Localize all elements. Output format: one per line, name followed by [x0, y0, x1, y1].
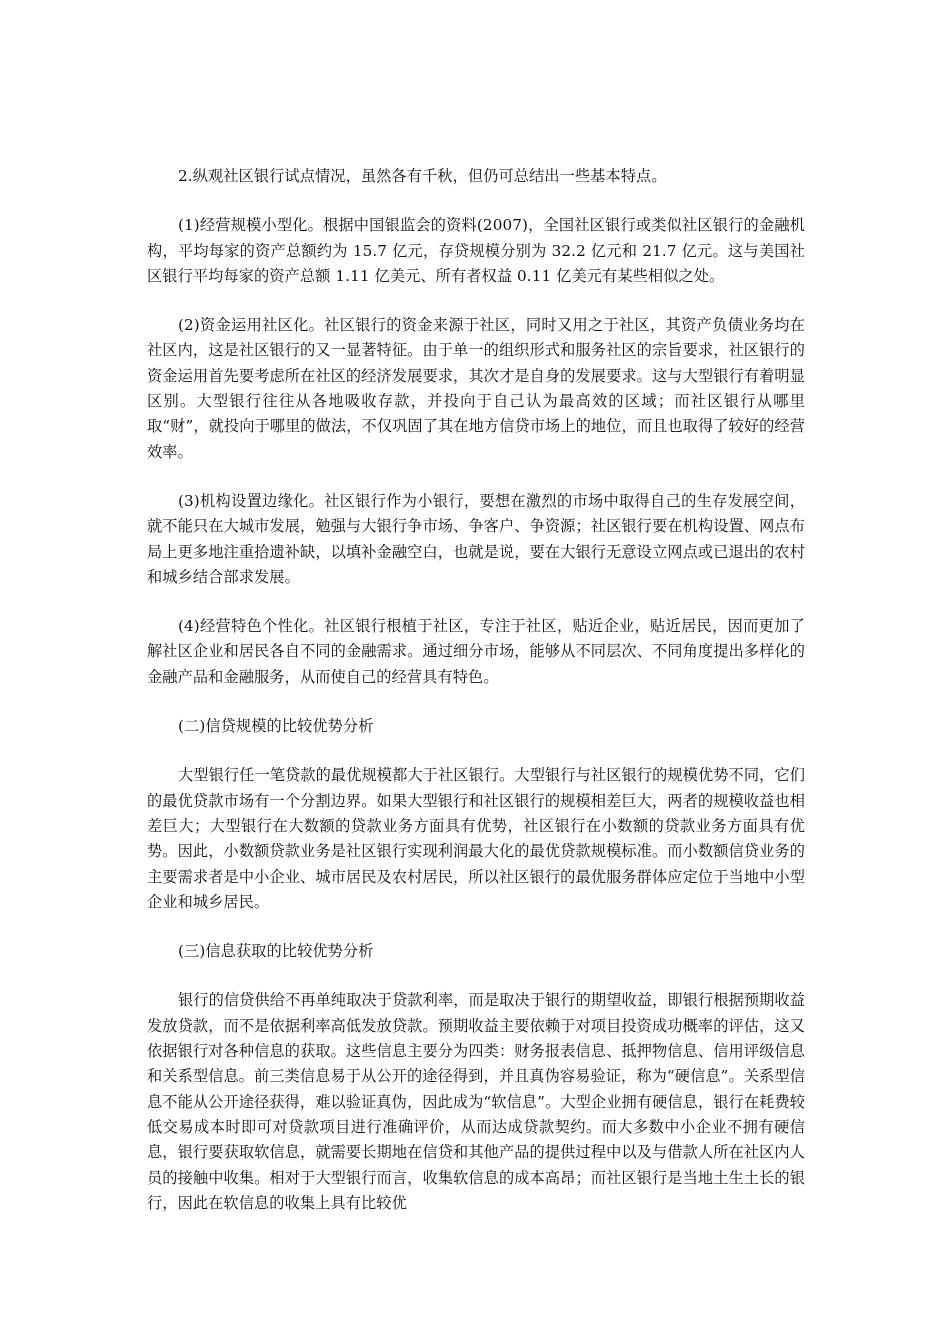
paragraph-credit: 大型银行任一笔贷款的最优规模都大于社区银行。大型银行与社区银行的规模优势不同，它们的最优贷款市场有一个分割边界。如果大型银行和社区银行的规模相差巨大，两者的规模收益也相差巨大；大型银行在大数额的贷款业务方面具有优势，社区银行在小数额的贷款业务方面具有优势。因此，小数额贷款业务是社区银行实现利润最大化的最优贷款规模标准。而小数额信贷业务的主要需求者是中小企业、城市居民及农村居民，所以社区银行的最优服务群体应定位于当地中小型企业和城乡居民。	[147, 766, 805, 911]
paragraph-intro: 2.纵观社区银行试点情况，虽然各有千秋，但仍可总结出一些基本特点。	[178, 167, 667, 185]
paragraph-features: (4)经营特色个性化。社区银行根植于社区，专注于社区，贴近企业，贴近居民，因而更加了解社区企业和居民各自不同的金融需求。通过细分市场，能够从不同层次、不同角度提出多样化的金融产品和金融服务，从而使自己的经营具有特色。	[147, 617, 805, 686]
paragraph-funds: (2)资金运用社区化。社区银行的资金来源于社区，同时又用之于社区，其资产负债业务均在社区内，这是社区银行的又一显著特征。由于单一的组织形式和服务社区的宗旨要求，社区银行的资金运用首先要考虑所在社区的经济发展要求，其次才是自身的发展要求。这与大型银行有着明显区别。大型银行往往从各地吸收存款，并投向于自己认为最高效的区域；而社区银行从哪里取“财”，就投向于哪里的做法，不仅巩固了其在地方信贷市场上的地位，而且也取得了较好的经营效率。	[147, 316, 805, 461]
document-body	[147, 164, 805, 1216]
paragraph-branches: (3)机构设置边缘化。社区银行作为小银行，要想在激烈的市场中取得自己的生存发展空间，就不能只在大城市发展，勉强与大银行争市场、争客户、争资源；社区银行要在机构设置、网点布局上更多地注重拾遗补缺，以填补金融空白，也就是说，要在大银行无意设立网点或已退出的农村和城乡结合部求发展。	[147, 491, 805, 586]
paragraph-information: 银行的信贷供给不再单纯取决于贷款利率，而是取决于银行的期望收益，即银行根据预期收益发放贷款，而不是依据利率高低发放贷款。预期收益主要依赖于对项目投资成功概率的评估，这又依据银行对各种信息的获取。这些信息主要分为四类：财务报表信息、抵押物信息、信用评级信息和关系型信息。前三类信息易于从公开的途径得到，并且真伪容易验证，称为“硬信息”。关系型信息不能从公开途径获得，难以验证真伪，因此成为“软信息”。大型企业拥有硬信息，银行在耗费较低交易成本时即可对贷款项目进行准确评价，从而达成贷款契约。而大多数中小企业不拥有硬信息，银行要获取软信息，就需要长期地在信贷和其他产品的提供过程中以及与借款人所在社区内人员的接触中收集。相对于大型银行而言，收集软信息的成本高昂；而社区银行是当地土生土长的银行，因此在软信息的收集上具有比较优	[147, 991, 805, 1212]
paragraph-scale: (1)经营规模小型化。根据中国银监会的资料(2007)，全国社区银行或类似社区银行的金融机构，平均每家的资产总额约为 15.7 亿元，存贷规模分别为 32.2 亿元和 21.7 亿元。这与美国社区银行平均每家的资产总额 1.11 亿美元、所有者权益 0.11 亿美元有某些相似之处。	[147, 216, 805, 285]
section-heading-information: (三)信息获取的比较优势分析	[178, 942, 374, 961]
section-heading-credit: (二)信贷规模的比较优势分析	[178, 717, 374, 736]
